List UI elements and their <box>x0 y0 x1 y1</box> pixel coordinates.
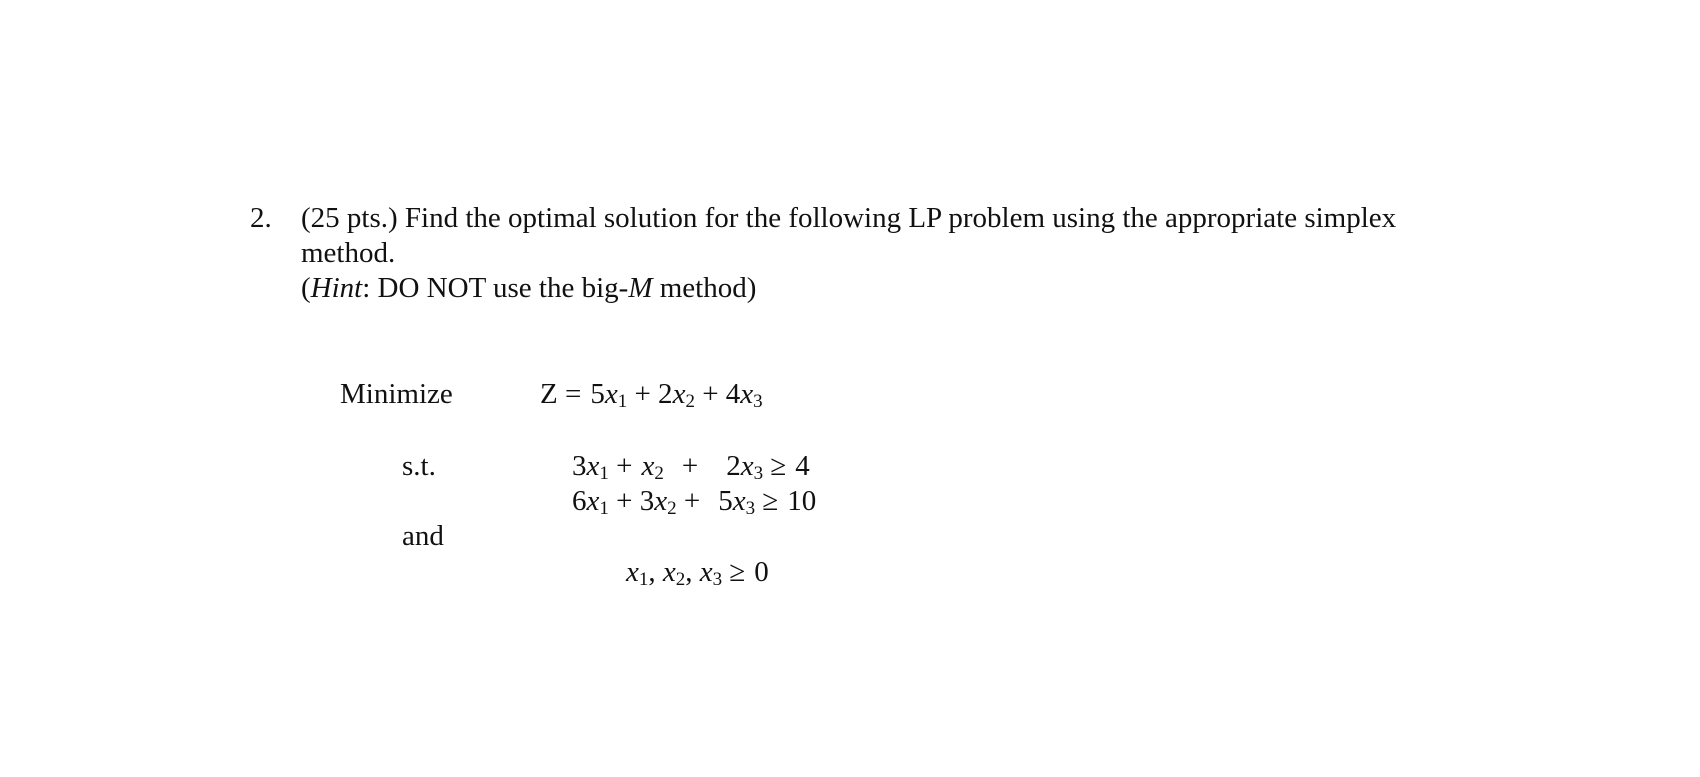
subject-to-label: s.t. <box>402 450 436 482</box>
c1-op-1: + <box>616 450 633 482</box>
c2-coef-1: 6 <box>572 485 587 517</box>
nn-var-1: x <box>626 556 639 588</box>
nn-relation: ≥ <box>729 556 746 588</box>
c1-rhs: 4 <box>795 450 810 482</box>
c2-sub-3: 3 <box>745 498 756 519</box>
nn-sep-2: , <box>685 556 693 588</box>
c1-var-1: x <box>586 450 600 482</box>
c2-rhs: 10 <box>787 485 817 517</box>
nn-sep-1: , <box>648 556 656 588</box>
question-text-line-2: method. <box>301 237 396 269</box>
c2-op-1: + 3 <box>616 485 655 517</box>
c1-sub-2: 2 <box>654 463 664 484</box>
c1-sub-3: 3 <box>753 463 764 484</box>
c2-relation: ≥ <box>762 485 779 517</box>
objective-sub-1: 1 <box>617 391 628 412</box>
c2-sub-2: 2 <box>667 498 677 519</box>
nn-sub-3: 3 <box>712 569 723 590</box>
hint-end: method) <box>652 272 757 304</box>
objective-sub-2: 2 <box>685 391 695 412</box>
c1-var-2: x <box>641 450 655 482</box>
hint-middle: : DO NOT use the big- <box>362 272 629 304</box>
constraint-2 <box>572 485 817 519</box>
objective-function <box>540 378 763 412</box>
c1-relation: ≥ <box>770 450 787 482</box>
objective-coef-1: 5 <box>590 378 605 410</box>
c2-sub-1: 1 <box>599 498 609 519</box>
objective-op-2: + 4 <box>702 378 741 410</box>
hint-word: Hint <box>310 272 363 304</box>
nn-sub-1: 1 <box>638 569 649 590</box>
objective-var-2: x <box>672 378 686 410</box>
objective-var-1: x <box>604 378 618 410</box>
nn-var-3: x <box>699 556 713 588</box>
c2-coef-3: 5 <box>718 485 733 517</box>
objective-lhs: Z = <box>540 378 582 410</box>
c1-coef-1: 3 <box>572 450 587 482</box>
objective-sub-3: 3 <box>753 391 763 412</box>
objective-op-1: + 2 <box>634 378 673 410</box>
objective-var-3: x <box>740 378 754 410</box>
hint-m: M <box>628 272 653 304</box>
minimize-label: Minimize <box>340 378 453 410</box>
c2-var-3: x <box>732 485 746 517</box>
question-text-line-1: (25 pts.) Find the optimal solution for the following LP problem using the appropriate simplex <box>301 202 1397 234</box>
question-number: 2. <box>250 202 272 234</box>
hint-line <box>301 274 756 303</box>
hint-open: ( <box>301 272 311 304</box>
constraint-1 <box>572 450 810 484</box>
c1-sub-1: 1 <box>599 463 609 484</box>
c2-var-2: x <box>654 485 668 517</box>
c1-coef-3: 2 <box>726 450 741 482</box>
nn-rhs: 0 <box>754 556 769 588</box>
c2-var-1: x <box>586 485 600 517</box>
nn-var-2: x <box>662 556 676 588</box>
nn-sub-2: 2 <box>675 569 686 590</box>
c1-var-3: x <box>740 450 754 482</box>
and-label: and <box>402 520 444 552</box>
nonnegativity-constraint <box>626 556 769 590</box>
c2-op-2: + <box>683 485 701 517</box>
c1-op-2: + <box>681 450 699 482</box>
